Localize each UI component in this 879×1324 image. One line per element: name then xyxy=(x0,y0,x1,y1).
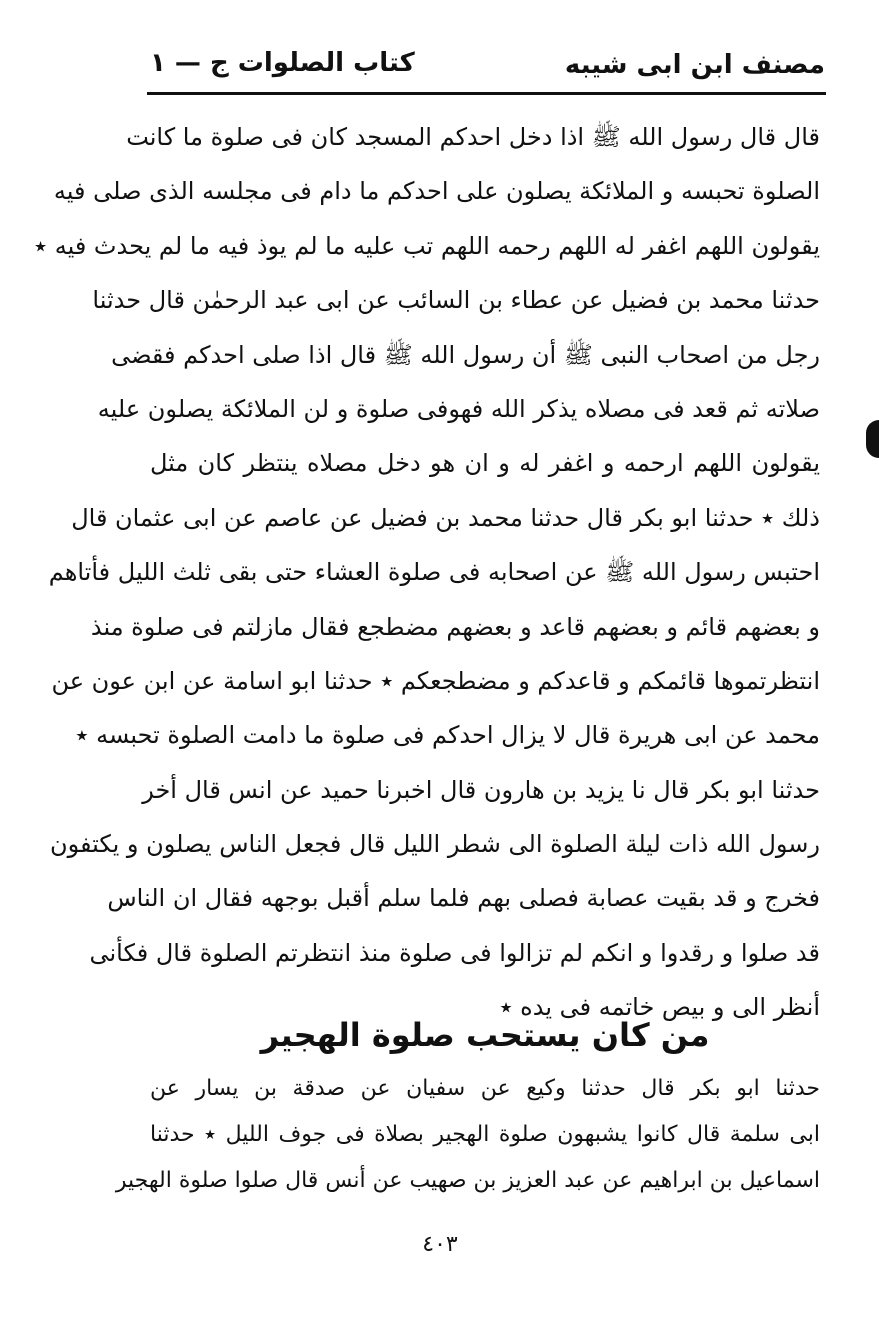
text-line: اسماعيل بن ابراهيم عن عبد العزيز بن صهيب عن أنس قال صلوا صلوة الهجير xyxy=(115,1168,820,1193)
header-rule xyxy=(147,92,826,95)
page-edge-mark xyxy=(866,420,879,458)
text-line: صلاته ثم قعد فى مصلاه يذكر الله فهوفى صلوة و لن الملائكة يصلون عليه xyxy=(97,394,820,423)
section-text-block xyxy=(115,1066,820,1204)
text-line: محمد عن ابى هريرة قال لا يزال احدكم فى صلوة ما دامت الصلوة تحبسه ٭ xyxy=(75,721,820,750)
text-line: يقولون اللهم ارحمه و اغفر له و ان هو دخل مصلاه ينتظر كان مثل xyxy=(150,449,820,478)
text-line: ابى سلمة قال كانوا يشبهون صلوة الهجير بصلاة فى جوف الليل ٭ حدثنا xyxy=(150,1122,820,1147)
text-line: فخرج و قد بقيت عصابة فصلى بهم فلما سلم أقبل بوجهه فقال ان الناس xyxy=(107,884,820,913)
text-line: قال قال رسول الله ﷺ اذا دخل احدكم المسجد كان فى صلوة ما كانت xyxy=(126,123,820,151)
text-line: حدثنا ابو بكر قال حدثنا وكيع عن سفيان عن صدقة بن يسار عن xyxy=(150,1076,820,1101)
page-number: ٤٠٣ xyxy=(422,1232,458,1257)
text-line: الصلوة تحبسه و الملائكة يصلون على احدكم ما دام فى مجلسه الذى صلى فيه xyxy=(53,177,820,206)
text-line: و بعضهم قائم و بعضهم قاعد و بعضهم مضطجع فقال مازلتم فى صلوة منذ xyxy=(90,612,820,641)
main-text-block xyxy=(34,110,820,1035)
text-line: ذلك ٭ حدثنا ابو بكر قال حدثنا محمد بن فضيل عن عاصم عن ابى عثمان قال xyxy=(71,503,820,532)
page-header xyxy=(150,44,825,92)
text-line: قد صلوا و رقدوا و انكم لم تزالوا فى صلوة منذ انتظرتم الصلوة قال فكأنى xyxy=(89,938,820,967)
text-line: يقولون اللهم اغفر له اللهم رحمه اللهم تب عليه ما لم يوذ فيه ما لم يحدث فيه ٭ xyxy=(34,231,820,260)
text-line: احتبس رسول الله ﷺ عن اصحابه فى صلوة العشاء حتى بقى ثلث الليل فأتاهم xyxy=(48,558,820,587)
book-title: مصنف ابن ابى شيبه xyxy=(564,50,825,80)
text-line: حدثنا ابو بكر قال نا يزيد بن هارون قال اخبرنا حميد عن انس قال أخر xyxy=(142,775,820,804)
text-line: حدثنا محمد بن فضيل عن عطاء بن السائب عن ابى عبد الرحمٰن قال حدثنا xyxy=(92,286,820,315)
text-line: رسول الله ذات ليلة الصلوة الى شطر الليل قال فجعل الناس يصلون و يكتفون xyxy=(49,830,820,859)
section-heading: من كان يستحب صلوة الهجير xyxy=(260,1016,710,1054)
text-line: انتظرتموها قائمكم و قاعدكم و مضطجعكم ٭ حدثنا ابو اسامة عن ابن عون عن xyxy=(51,666,820,695)
text-line: رجل من اصحاب النبى ﷺ أن رسول الله ﷺ قال اذا صلى احدكم فقضى xyxy=(111,340,820,369)
text-line: أنظر الى و بيص خاتمه فى يده ٭ xyxy=(499,993,820,1022)
chapter-title: كتاب الصلوات ج — ١ xyxy=(150,48,415,78)
